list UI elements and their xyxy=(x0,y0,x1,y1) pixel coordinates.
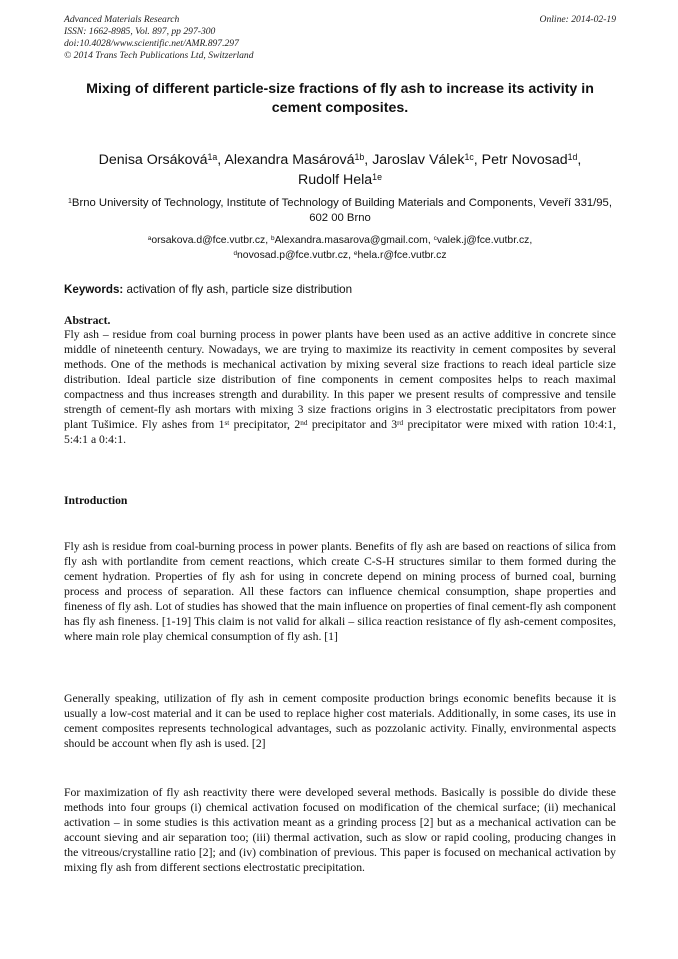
abstract-text-part: Fly ash – residue from coal burning process in power plants have been used as an active additive in concrete since middle of nineteenth century. Nowadays, we are trying to maximize its reactivity in cement composites by several methods. One of the methods is mechanical activation by mixing several size fractions to reach ideal particle size distribution. Ideal particle size distribution of fine components in cement composites helps to reach maximal compactness and thus increases strength and durability. In this paper we present results of compressive and tensile strength of cement-fly ash mortars with mixing 3 size fractions origins in 3 electrostatic precipitators from power plant Tušimice. Fly ashes from 1 xyxy=(64,328,616,431)
intro-paragraph: For maximization of fly ash reactivity there were developed several methods. Basically is possible do divide these methods into four groups (i) chemical activation focused on modification of the chemical surface; (ii) mechanical activation – in some studies is this activation meant as a grinding process [2] but as a mechanical activation can be account sieving and air separation too; (iii) thermal activation, such as slow or rapid cooling, producing changes in the vitreous/crystalline ratio [2]; and (iv) combination of previous. This paper is focused on mechanical activation by mixing fly ash from different sections electrostatic precipitation. xyxy=(64,786,616,874)
online-date: Online: 2014-02-19 xyxy=(539,14,616,25)
author-name: Rudolf Hela xyxy=(298,172,373,188)
email-sup: b xyxy=(271,235,275,243)
affiliation-text: Brno University of Technology, Institute of Technology of Building Materials and Components, Veveří 331/95, 602 00 Brno xyxy=(71,197,612,224)
author-name: Denisa Orsáková xyxy=(98,152,208,168)
abstract-text-part: precipitator, 2 xyxy=(229,417,301,431)
journal-header xyxy=(64,14,616,62)
author-name: Alexandra Masárová xyxy=(224,152,355,168)
paper-title: Mixing of different particle-size fractions of fly ash to increase its activity in cement composites. xyxy=(86,81,594,116)
keywords-text: activation of fly ash, particle size distribution xyxy=(126,283,353,296)
email-address: orsakova.d@fce.vutbr.cz xyxy=(151,235,266,246)
ordinal-sup: st xyxy=(224,418,230,427)
abstract-heading: Abstract. xyxy=(64,314,111,327)
journal-doi: doi:10.4028/www.scientific.net/AMR.897.297 xyxy=(64,38,239,49)
email-sup: a xyxy=(147,235,152,243)
author-sup: 1d xyxy=(567,152,578,163)
email-address: hela.r@fce.vutbr.cz xyxy=(357,249,447,261)
email-sup: c xyxy=(433,235,437,243)
author-name: Jaroslav Válek xyxy=(372,152,465,168)
ordinal-sup: rd xyxy=(397,418,404,427)
author-sup: 1c xyxy=(464,152,474,163)
author-sup: 1a xyxy=(207,152,218,163)
journal-issn: ISSN: 1662-8985, Vol. 897, pp 297-300 xyxy=(64,26,216,37)
intro-paragraph: Fly ash is residue from coal-burning process in power plants. Benefits of fly ash are based on reactions of silica from fly ash with portlandite from cement reactions, which create C-S-H structures similar to them formed during the cement hydration. Properties of fly ash for using in concrete depend on mining process of burned coal, burning process and process of separation. All these factors can influence chemical consumption, shape properties and fineness of fly ash. Lot of studies has showed that the main influence on properties of final cement-fly ash component has fly ash fineness. [1-19] This claim is not valid for alkali – silica reaction resistance of fly ash-cement composites, where main role play chemical consumption of fly ash. [1] xyxy=(64,540,616,643)
email-sup: d xyxy=(233,249,238,257)
abstract-text xyxy=(64,328,616,448)
journal-name: Advanced Materials Research xyxy=(64,14,180,25)
abstract-text-part: precipitator and 3 xyxy=(307,417,398,431)
keywords xyxy=(64,283,616,297)
email-sup: e xyxy=(353,249,358,257)
ordinal-sup: nd xyxy=(300,418,308,427)
journal-copyright: © 2014 Trans Tech Publications Ltd, Switzerland xyxy=(64,50,254,61)
abstract-text-part: precipitator were mixed with ration 10:4:1, 5:4:1 a 0:4:1. xyxy=(64,417,616,446)
email-address: valek.j@fce.vutbr.cz xyxy=(436,235,530,246)
author-name: Petr Novosad xyxy=(481,152,568,168)
affiliation xyxy=(64,196,616,225)
author-list: Denisa Orsáková$^{1a}$, Alexandra Masárová$^{1b}$, Jaroslav Válek$^{1c}$, Petr Novosad$^{1d}$, Rudolf Hela$^{1e}$ xyxy=(98,152,582,188)
author-sup: 1e xyxy=(372,172,382,183)
author-sup: 1b xyxy=(354,152,365,163)
affiliation-sup: 1 xyxy=(68,197,72,205)
email-address: novosad.p@fce.vutbr.cz xyxy=(237,249,349,261)
introduction-heading: Introduction xyxy=(64,494,128,507)
email-address: Alexandra.masarova@gmail.com xyxy=(274,235,428,246)
keywords-label: Keywords: xyxy=(64,283,124,296)
email-list: $^a$orsakova.d@fce.vutbr.cz, $^b$Alexandra.masarova@gmail.com, $^c$valek.j@fce.vutbr.cz, $^d$novosad.p@fce.vutbr.cz, $^e$hela.r@fce.vutbr.cz xyxy=(147,235,533,261)
intro-paragraph: Generally speaking, utilization of fly ash in cement composite production brings economic benefits because it is usually a low-cost material and it can be used to replace higher cost materials. Additionally, in some cases, its use in cement composites represents technological advantages, such as pozzolanic activity. Finally, environmental aspects should be account when fly ash is used. [2] xyxy=(64,692,616,750)
